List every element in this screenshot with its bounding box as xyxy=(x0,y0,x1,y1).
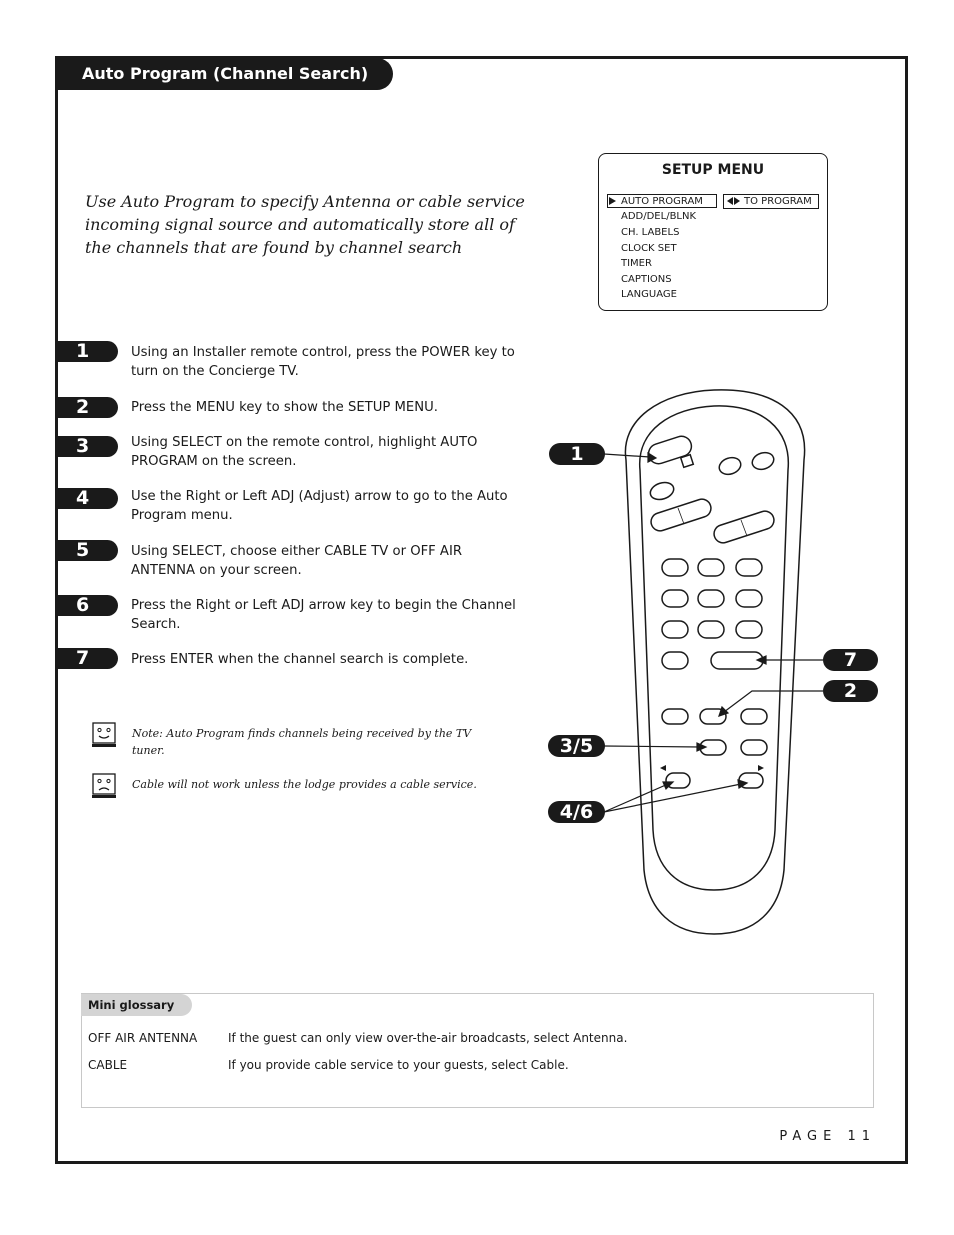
callout-menu: 2 xyxy=(823,680,878,702)
step-badge: 7 xyxy=(57,648,118,669)
callout-enter: 7 xyxy=(823,649,878,671)
step-badge: 3 xyxy=(57,436,118,457)
happy-face-icon xyxy=(90,720,118,748)
menu-hint xyxy=(723,194,819,209)
page-number: PAGE 11 xyxy=(779,1129,876,1144)
menu-item-auto-program: AUTO PROGRAM xyxy=(621,196,703,207)
menu-item-clock-set: CLOCK SET xyxy=(621,243,677,254)
intro-text: Use Auto Program to specify Antenna or cable service incoming signal source and automatically store all of the channels that are found by channel search xyxy=(85,192,525,257)
step-text: Use the Right or Left ADJ (Adjust) arrow to go to the Auto Program menu. xyxy=(131,489,508,523)
setup-menu-panel xyxy=(598,153,828,311)
glossary-term: OFF AIR ANTENNA xyxy=(88,1031,198,1045)
step-text: Press the MENU key to show the SETUP MENU. xyxy=(131,400,438,415)
step-text: Press the Right or Left ADJ arrow key to begin the Channel Search. xyxy=(131,598,516,632)
callout-select: 3/5 xyxy=(548,735,605,757)
menu-item-captions: CAPTIONS xyxy=(621,274,672,285)
right-arrow-icon xyxy=(734,197,740,205)
menu-item-add-del-blnk: ADD/DEL/BLNK xyxy=(621,211,697,222)
callout-adj: 4/6 xyxy=(548,801,605,823)
menu-hint-text: TO PROGRAM xyxy=(744,196,812,207)
note-text: Note: Auto Program finds channels being received by the TV tuner. xyxy=(132,727,472,757)
note-text: Cable will not work unless the lodge provides a cable service. xyxy=(132,778,477,791)
menu-item-language: LANGUAGE xyxy=(621,289,677,300)
menu-pointer-icon xyxy=(609,197,616,205)
glossary-definition: If the guest can only view over-the-air broadcasts, select Antenna. xyxy=(228,1031,628,1045)
step-text: Using SELECT on the remote control, highlight AUTO PROGRAM on the screen. xyxy=(131,435,478,469)
glossary-panel xyxy=(81,993,874,1108)
glossary-definition: If you provide cable service to your guests, select Cable. xyxy=(228,1058,569,1072)
page-title: Auto Program (Channel Search) xyxy=(82,64,369,83)
sad-face-icon xyxy=(90,771,118,799)
left-arrow-icon xyxy=(727,197,733,205)
step-text: Press ENTER when the channel search is complete. xyxy=(131,652,469,667)
glossary-title: Mini glossary xyxy=(81,994,192,1016)
step-badge: 6 xyxy=(57,595,118,616)
menu-item-timer: TIMER xyxy=(621,258,652,269)
glossary-term: CABLE xyxy=(88,1058,128,1072)
callout-power: 1 xyxy=(549,443,605,465)
step-badge: 4 xyxy=(57,488,118,509)
setup-menu-title: SETUP MENU xyxy=(661,162,765,178)
step-text: Using SELECT, choose either CABLE TV or OFF AIR ANTENNA on your screen. xyxy=(131,544,463,578)
step-badge: 2 xyxy=(57,397,118,418)
step-badge: 1 xyxy=(57,341,118,362)
step-badge: 5 xyxy=(57,540,118,561)
step-text: Using an Installer remote control, press the POWER key to turn on the Concierge TV. xyxy=(131,345,515,379)
menu-item-ch-labels: CH. LABELS xyxy=(621,227,680,238)
